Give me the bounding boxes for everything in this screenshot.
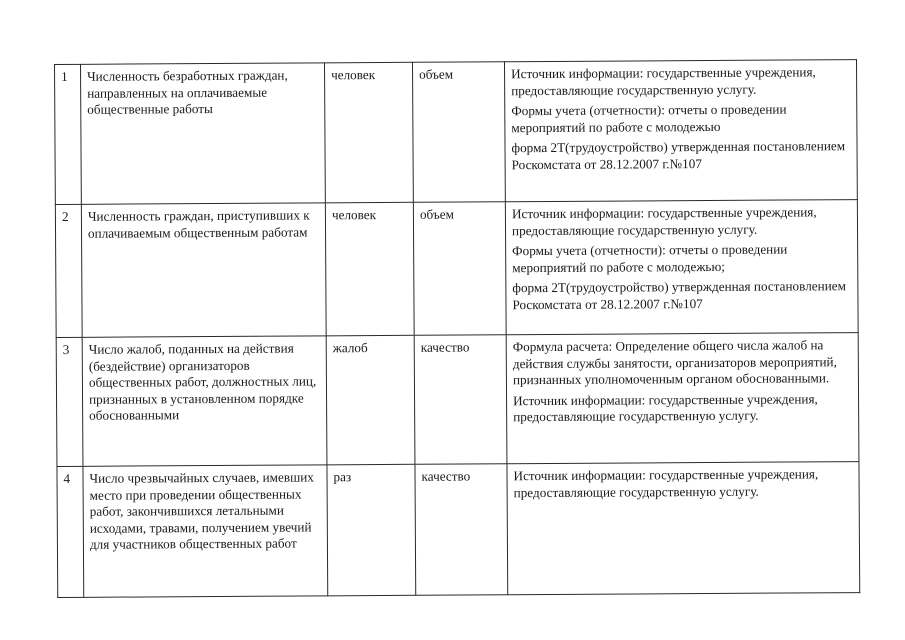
source-paragraph: Источник информации: государственные учреждения, предоставляющие государственную услугу.: [513, 391, 818, 425]
indicator-name: Численность граждан, приступивших к оплачиваемым общественным работам: [81, 203, 326, 337]
unit-cell: человек: [324, 62, 413, 203]
indicator-type: объем: [412, 62, 505, 203]
table-row: [56, 333, 859, 467]
source-cell: [507, 462, 860, 595]
indicator-type: объем: [413, 202, 506, 336]
table-row: [57, 462, 860, 598]
indicator-type: качество: [414, 335, 507, 465]
row-number: 2: [55, 204, 82, 337]
indicator-name: Численность безработных граждан, направленных на оплачиваемые общественные работы: [81, 63, 326, 204]
table-row: [55, 200, 858, 338]
source-paragraph: Источник информации: государственные учреждения, предоставляющие государственную услугу.: [511, 64, 816, 98]
source-cell: [505, 200, 858, 335]
row-number: 1: [55, 64, 82, 204]
source-paragraph: форма 2Т(трудоустройство) утвержденная постановлением Роскомстата от 28.12.2007 г.№107: [511, 138, 846, 173]
source-paragraph: Формы учета (отчетности): отчеты о проведении мероприятий по работе с молодежью: [511, 101, 787, 135]
table-row: [55, 60, 858, 205]
row-number: 4: [57, 466, 84, 597]
source-paragraph: Источник информации: государственные учреждения, предоставляющие государственную услугу.: [511, 204, 817, 238]
row-number: 3: [56, 337, 83, 466]
source-paragraph: Источник информации: государственные учреждения, предоставляющие государственную услугу.: [513, 466, 819, 500]
unit-cell: жалоб: [326, 335, 415, 465]
indicator-name: Число жалоб, поданных на действия (бездействие) организаторов общественных работ, должностных лиц, признанных в установленном порядке обоснованными: [82, 336, 327, 466]
indicator-name: Число чрезвычайных случаев, имевших место при проведении общественных работ, закончившихся летальными исходами, травами, получением увечий для участников общественных работ: [83, 465, 328, 597]
source-cell: [506, 333, 859, 464]
unit-cell: раз: [327, 464, 416, 596]
source-paragraph: форма 2Т(трудоустройство) утвержденная постановлением Роскомстата от 28.12.2007 г.№107: [512, 278, 846, 313]
unit-cell: человек: [325, 202, 414, 336]
source-paragraph: Формула расчета: Определение общего числа жалоб на действия службы занятости, организаторов мероприятий, признанных уполномоченным органом обоснованными.: [512, 337, 837, 388]
source-paragraph: Формы учета (отчетности): отчеты о проведении мероприятий по работе с молодежью;: [512, 241, 788, 275]
indicator-type: качество: [415, 464, 508, 596]
source-cell: [504, 60, 857, 202]
indicators-table: [54, 59, 860, 598]
